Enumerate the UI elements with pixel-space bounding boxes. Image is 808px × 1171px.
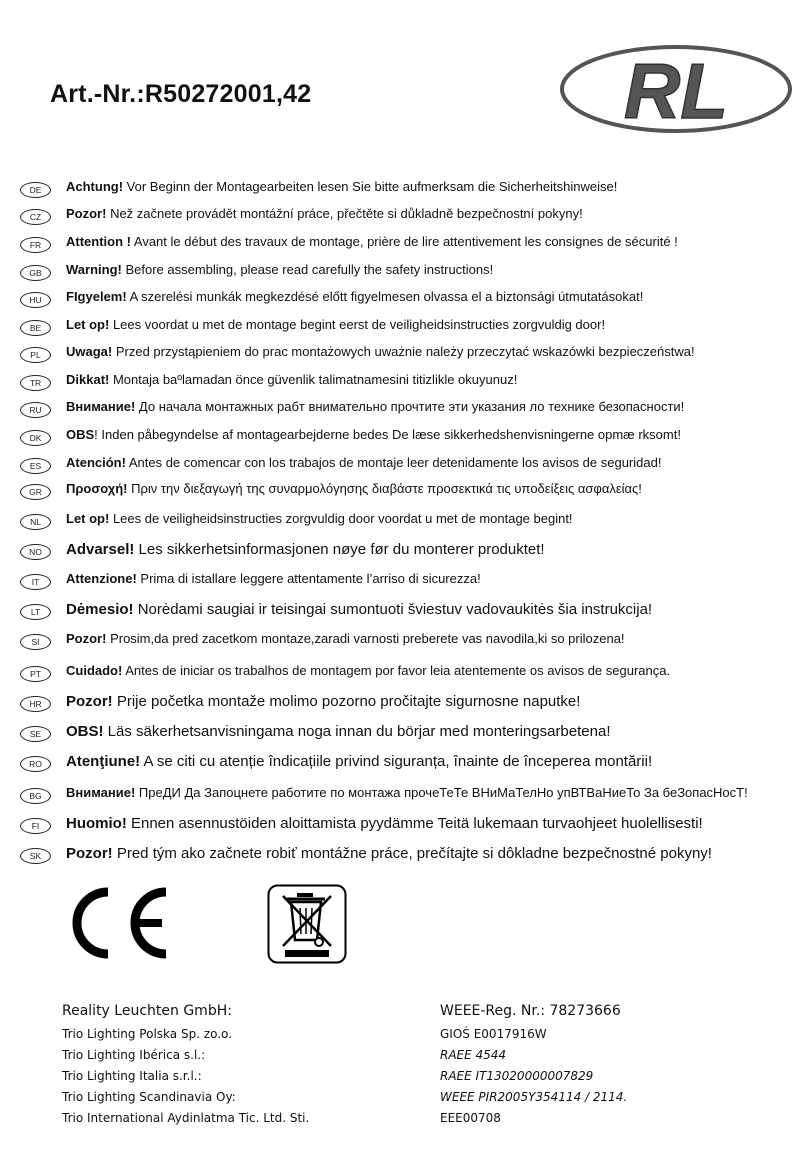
rl-logo (558, 44, 794, 134)
language-code-badge: NL (20, 514, 51, 530)
footer-row (62, 1003, 782, 1027)
logo-text: RL (624, 47, 728, 134)
warning-row-nl (18, 508, 803, 534)
warning-body: Prije početka montaže molimo pozorno pročitajte sigurnosne naputke! (112, 693, 581, 710)
language-code-badge: DK (20, 430, 51, 446)
warning-text (66, 455, 661, 470)
warning-body: Läs säkerhetsanvisningama noga innan du börjar med monteringsarbetena! (103, 723, 611, 740)
warning-label: Atenţiune! (66, 753, 141, 770)
language-code-badge: BE (20, 320, 51, 336)
warning-body: Πριν την διεξαγωγή της συναρμολόγησης διαβάστε προσεκτικά τις υποδείξεις ασφαλείας! (127, 481, 642, 496)
warning-row-pl (18, 341, 803, 367)
company-name: Trio Lighting Italia s.r.l.: (62, 1069, 202, 1083)
warning-body: ПреДИ Да Запоцнете работите по монтажа прочеТеТе ВНиМаТелНо упВТВаНиеТо За беЗопасНосТ! (135, 785, 748, 800)
ce-mark-icon (62, 886, 172, 960)
warning-row-fr (18, 231, 803, 257)
warning-text (66, 511, 573, 526)
language-code-badge: RU (20, 402, 51, 418)
warning-row-bg (18, 782, 803, 808)
warning-label: Pozor! (66, 206, 107, 221)
warning-text (66, 399, 684, 414)
registration-number: RAEE IT13020000007829 (440, 1069, 594, 1083)
warning-label: OBS (66, 427, 95, 442)
warning-row-hr (18, 690, 803, 716)
language-code-badge: GR (20, 484, 51, 500)
warning-text (66, 631, 625, 646)
warning-text (66, 601, 652, 618)
warning-label: Προσοχή! (66, 481, 128, 496)
warning-row-ro (18, 750, 803, 776)
warning-body: Les sikkerhetsinformasjonen nøye før du monterer produktet! (134, 541, 545, 558)
language-code-badge: BG (20, 788, 51, 804)
warning-text (66, 234, 678, 249)
warning-text (66, 753, 652, 770)
company-name: Trio Lighting Ibérica s.l.: (62, 1048, 206, 1062)
warning-row-lt (18, 598, 803, 624)
warning-label: Cuidado! (66, 663, 123, 678)
language-code-badge: PL (20, 347, 51, 363)
registration-number: EEE00708 (440, 1111, 501, 1125)
footer-row (62, 1111, 782, 1132)
warning-text (66, 262, 493, 277)
article-number: Art.-Nr.:R50272001,42 (50, 80, 312, 108)
warning-row-hu (18, 286, 803, 312)
warning-label: Внимание! (66, 785, 136, 800)
warning-body: Norėdami saugiai ir teisingai sumontuoti šviestuv vadovaukitės šia instrukcija! (133, 601, 653, 618)
warning-row-se (18, 720, 803, 746)
language-code-badge: GB (20, 265, 51, 281)
warning-body: Ennen asennustöiden aloittamista pyydämme Teitä lukemaan turvaohjeet huolellisesti! (126, 815, 703, 832)
warning-text (66, 541, 545, 558)
warning-text (66, 289, 643, 304)
warning-row-ru (18, 396, 803, 422)
warning-body: Avant le début des travaux de montage, prière de lire attentivement les consignes de sécurité ! (130, 234, 678, 249)
registration-number: WEEE PIR2005Y354114 / 2114. (440, 1090, 628, 1104)
warning-text (66, 571, 481, 586)
company-name: Trio Lighting Scandinavia Oy: (62, 1090, 236, 1104)
language-code-badge: RO (20, 756, 51, 772)
warning-text (66, 723, 610, 740)
warning-row-si (18, 628, 803, 654)
warning-body: Lees voordat u met de montage begint eerst de veiligheidsinstructies zorgvuldig door! (109, 317, 606, 332)
language-code-badge: SK (20, 848, 51, 864)
warning-label: Pozor! (66, 693, 113, 710)
warning-body: A se citi cu atenție îndicațiile privind siguranța, înainte de începerea montării! (140, 753, 653, 770)
footer-row (62, 1048, 782, 1069)
warning-text (66, 206, 583, 221)
language-code-badge: NO (20, 544, 51, 560)
language-code-badge: DE (20, 182, 51, 198)
warning-text (66, 785, 748, 800)
warning-label: Attenzione! (66, 571, 137, 586)
registration-number: WEEE-Reg. Nr.: 78273666 (440, 1003, 621, 1019)
footer-row (62, 1069, 782, 1090)
warning-row-de (18, 176, 803, 202)
language-code-badge: CZ (20, 209, 51, 225)
warning-label: Dėmesio! (66, 601, 134, 618)
warning-label: Pozor! (66, 845, 113, 862)
warning-body: Vor Beginn der Montagearbeiten lesen Sie bitte aufmerksam die Sicherheitshinweise! (123, 179, 618, 194)
warning-row-it (18, 568, 803, 594)
weee-crossed-bin-icon (267, 884, 347, 964)
warning-label: Warning! (66, 262, 122, 277)
warning-label: Huomio! (66, 815, 127, 832)
warning-label: Achtung! (66, 179, 124, 194)
language-code-badge: HR (20, 696, 51, 712)
warning-body: Przed przystąpieniem do prac montażowych uważnie należy przeczytać wskazówki bezpieczeństwa! (112, 344, 695, 359)
warning-label: Внимание! (66, 399, 136, 414)
warning-text (66, 317, 605, 332)
warning-row-no (18, 538, 803, 564)
warning-label: FIgyelem! (66, 289, 127, 304)
warning-row-es (18, 452, 803, 478)
warning-text (66, 179, 617, 194)
warning-label: Atención! (66, 455, 126, 470)
warning-row-cz (18, 203, 803, 229)
warning-label: Dikkat! (66, 372, 110, 387)
warning-body: Before assembling, please read carefully the safety instructions! (121, 262, 494, 277)
warning-text (66, 693, 580, 710)
warning-row-fi (18, 812, 803, 838)
warning-text (66, 815, 703, 832)
warning-body: Prosim,da pred zacetkom montaze,zaradi varnosti preberete vas navodila,ki so prilozena! (106, 631, 625, 646)
language-code-badge: IT (20, 574, 51, 590)
language-code-badge: FI (20, 818, 51, 834)
warning-row-gr (18, 478, 803, 504)
warning-row-sk (18, 842, 803, 868)
language-code-badge: TR (20, 375, 51, 391)
warning-text (66, 427, 681, 442)
registration-number: GIOŚ E0017916W (440, 1027, 547, 1041)
warning-body: Antes de iniciar os trabalhos de montagem por favor leia atentemente os avisos de segurança. (122, 663, 671, 678)
warning-text (66, 663, 670, 678)
warning-body: Lees de veiligheidsinstructies zorgvuldig door voordat u met de montage begint! (109, 511, 573, 526)
warning-label: Attention ! (66, 234, 131, 249)
registration-number: RAEE 4544 (440, 1048, 507, 1062)
warning-label: Uwaga! (66, 344, 113, 359)
warning-text (66, 481, 642, 496)
warning-text (66, 845, 712, 862)
footer-row (62, 1090, 782, 1111)
warning-row-be (18, 314, 803, 340)
warning-body: Antes de comencar con los trabajos de montaje leer detenidamente los avisos de seguridad! (125, 455, 662, 470)
warning-text (66, 372, 517, 387)
warning-row-gb (18, 259, 803, 285)
warning-body: ! Inden påbegyndelse af montagearbejderne bedes De læse sikkerhedshenvisningerne opmæ rksomt! (94, 427, 681, 442)
language-code-badge: LT (20, 604, 51, 620)
language-code-badge: FR (20, 237, 51, 253)
warning-body: A szerelési munkák megkezdésé előtt figyelmesen olvassa el a biztonsági útmutatásokat! (126, 289, 644, 304)
warning-label: Advarsel! (66, 541, 135, 558)
warning-row-tr (18, 369, 803, 395)
footer-row (62, 1027, 782, 1048)
warning-body: Než začnete provádět montážní práce, přečtěte si důkladně bezpečnostní pokyny! (106, 206, 583, 221)
footer-registrations (62, 1003, 782, 1132)
language-code-badge: HU (20, 292, 51, 308)
language-code-badge: SE (20, 726, 51, 742)
warning-row-pt (18, 660, 803, 686)
language-code-badge: ES (20, 458, 51, 474)
company-name: Trio International Aydinlatma Tic. Ltd. Sti. (62, 1111, 310, 1125)
warning-body: Pred tým ako začnete robiť montážne práce, prečítajte si dôkladne bezpečnostné pokyny! (112, 845, 712, 862)
warning-body: До начала монтажных рабт внимательно прочтите эти указания ло технике безопасности! (135, 399, 685, 414)
warning-label: Pozor! (66, 631, 107, 646)
warning-body: Prima di istallare leggere attentamente l’arriso di sicurezza! (136, 571, 481, 586)
warning-label: Let op! (66, 317, 110, 332)
warning-row-dk (18, 424, 803, 450)
company-name: Trio Lighting Polska Sp. zo.o. (62, 1027, 233, 1041)
warning-body: Montaja baºlamadan önce güvenlik talimatnamesini titizlikle okuyunuz! (109, 372, 518, 387)
language-code-badge: PT (20, 666, 51, 682)
warning-label: Let op! (66, 511, 110, 526)
company-name: Reality Leuchten GmbH: (62, 1003, 232, 1019)
warning-label: OBS! (66, 723, 104, 740)
language-code-badge: SI (20, 634, 51, 650)
warning-text (66, 344, 695, 359)
